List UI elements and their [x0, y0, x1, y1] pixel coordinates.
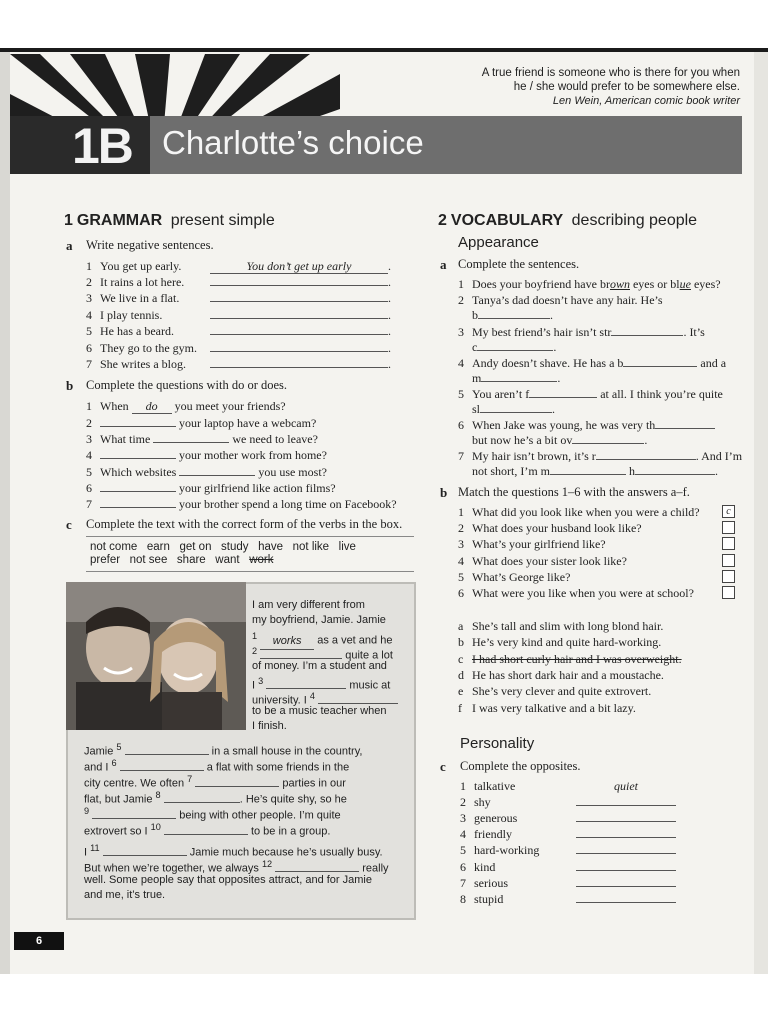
answer-blank[interactable]: [125, 745, 209, 755]
answer-blank[interactable]: [623, 356, 697, 367]
answer-blank[interactable]: [266, 679, 346, 689]
exercise-2a-item: 7 My hair isn’t brown, it’s r . And I’m: [458, 449, 743, 463]
exercise-2b-answer: e She’s very clever and quite extrovert.: [458, 684, 652, 698]
answer-blank[interactable]: [481, 371, 557, 382]
quote-line-1: A true friend is someone who is there for you when: [481, 67, 740, 79]
word-box-line-1: not come earn get on study have not like live: [90, 541, 356, 553]
answer-blank[interactable]: works: [260, 634, 314, 651]
answer-blank[interactable]: [477, 340, 553, 351]
exercise-2c-label: c: [440, 759, 446, 774]
exercise-2a-instruction: Complete the sentences.: [458, 257, 580, 271]
exercise-2a-item: 5 You aren’t f at all. I think you’re quite: [458, 387, 723, 401]
answer-blank[interactable]: [318, 694, 398, 704]
text-line: I am very different from: [252, 599, 365, 611]
exercise-2b-question: 4 What does your sister look like?: [458, 554, 627, 568]
exercise-1b-item: 6 your girlfriend like action films?: [86, 481, 336, 495]
answer-blank[interactable]: [103, 846, 187, 856]
vocabulary-topic: describing people: [571, 212, 698, 229]
answer-blank[interactable]: [596, 449, 696, 460]
answer-blank[interactable]: [611, 325, 683, 336]
answer-blank[interactable]: [550, 464, 626, 475]
exercise-1a-item: 7 She writes a blog. .: [86, 357, 391, 371]
exercise-1a-item: 1 You get up early. You don’t get up early .: [86, 259, 391, 273]
answer-blank[interactable]: [576, 892, 676, 903]
word-box-example-struck: work: [249, 554, 274, 566]
grammar-topic: present simple: [170, 212, 275, 229]
exercise-2c-item: 1 talkative quiet: [460, 779, 676, 793]
exercise-1b-item: 3 What time we need to leave?: [86, 432, 318, 446]
grammar-section-number: 1: [64, 212, 73, 229]
answer-blank[interactable]: [572, 433, 644, 444]
text-line: well. Some people say that opposites attract, and for Jamie: [84, 874, 372, 886]
text-line: university. I $^4$: [252, 689, 398, 709]
exercise-2a-item: 6 When Jake was young, he was very th: [458, 418, 715, 432]
exercise-2a-item-cont: not short, I’m m h .: [472, 464, 718, 478]
exercise-2b-question: 6 What were you like when you were at school?: [458, 586, 694, 600]
answer-blank[interactable]: [210, 341, 388, 352]
answer-blank[interactable]: [576, 811, 676, 822]
word-box-line-2: prefer not see share want work: [90, 554, 274, 566]
answer-blank[interactable]: quiet: [614, 779, 638, 793]
appearance-subheading: Appearance: [458, 234, 539, 251]
text-line: to be a music teacher when: [252, 705, 387, 717]
exercise-1a-item: 2 It rains a lot here. .: [86, 275, 391, 289]
text-line: extrovert so I $^{10}$ to be in a group.: [84, 822, 331, 838]
exercise-2b-label: b: [440, 485, 448, 500]
exercise-2b-question: 5 What’s George like?: [458, 570, 571, 584]
exercise-2a-item-cont: c .: [472, 340, 557, 354]
text-line: I finish.: [252, 720, 287, 732]
exercise-1b-item: 1 When do you meet your friends?: [86, 399, 286, 413]
answer-checkbox[interactable]: [722, 537, 735, 550]
text-line: $^9$ being with other people. I’m quite: [84, 806, 341, 822]
exercise-1b-label: b: [66, 378, 74, 393]
answer-blank[interactable]: [100, 448, 176, 459]
exercise-1b-item: 2 your laptop have a webcam?: [86, 416, 317, 430]
exercise-1b-instruction: Complete the questions with do or does.: [86, 378, 288, 392]
answer-blank[interactable]: [179, 465, 255, 476]
exercise-2b-answer: b He’s very kind and quite hard-working.: [458, 635, 662, 649]
answer-checkbox[interactable]: [722, 570, 735, 583]
exercise-1b-item: 7 your brother spend a long time on Facebook?: [86, 497, 397, 511]
exercise-2a-item-cont: but now he’s a bit ov .: [472, 433, 648, 447]
exercise-2a-item: 1 Does your boyfriend have brown eyes or blue eyes?: [458, 277, 721, 291]
exercise-2b-answer: a She’s tall and slim with long blond hair.: [458, 619, 664, 633]
answer-blank[interactable]: [153, 432, 229, 443]
answer-blank[interactable]: [210, 324, 388, 335]
answer-blank[interactable]: [576, 795, 676, 806]
text-line: city centre. We often $^7$ parties in our: [84, 774, 346, 790]
exercise-1a-item: 3 We live in a flat. .: [86, 291, 391, 305]
exercise-1a-label: a: [66, 238, 73, 253]
scan-right-edge: [754, 52, 768, 974]
unit-number: 1B: [72, 118, 132, 174]
text-line: $^1$ works as a vet and he: [252, 629, 392, 650]
epigraph-quote: [482, 66, 740, 108]
answer-blank[interactable]: [260, 649, 342, 659]
grammar-title: GRAMMAR: [76, 212, 163, 229]
exercise-2b-answer: d He has short dark hair and a moustache.: [458, 668, 664, 682]
answer-blank[interactable]: do: [132, 399, 172, 414]
vocabulary-title: VOCABULARY: [450, 212, 564, 229]
exercise-2a-label: a: [440, 257, 447, 272]
answer-blank[interactable]: [480, 402, 552, 413]
exercise-2a-item-cont: b .: [472, 308, 553, 322]
exercise-2b-question: 3 What’s your girlfriend like?: [458, 537, 606, 551]
exercise-1a-item: 5 He has a beard. .: [86, 324, 391, 338]
exercise-2c-item: 3 generous: [460, 811, 676, 825]
answer-blank[interactable]: [210, 291, 388, 302]
personality-subheading: Personality: [460, 735, 535, 752]
answer-blank[interactable]: [635, 464, 715, 475]
answer-blank[interactable]: [100, 497, 176, 508]
exercise-1c-instruction: Complete the text with the correct form of the verbs in the box.: [86, 517, 403, 531]
exercise-2b-question: 2 What does your husband look like?: [458, 521, 642, 535]
vocabulary-section-number: 2: [438, 212, 447, 229]
exercise-2b-question: 1 What did you look like when you were a child?: [458, 505, 700, 519]
text-line: my boyfriend, Jamie. Jamie: [252, 614, 386, 626]
answer-blank[interactable]: [576, 843, 676, 854]
answer-blank[interactable]: [120, 761, 204, 771]
answer-checkbox[interactable]: [722, 521, 735, 534]
verb-word-box: [86, 536, 414, 572]
text-line: flat, but Jamie $^8$ . He’s quite shy, so he: [84, 790, 347, 806]
exercise-1a-item: 6 They go to the gym. .: [86, 341, 391, 355]
answer-blank[interactable]: [478, 308, 550, 319]
answer-blank[interactable]: You don’t get up early: [210, 259, 388, 274]
text-line: I $^{11}$ Jamie much because he’s usually busy.: [84, 843, 383, 859]
exercise-2c-item: 8 stupid: [460, 892, 676, 906]
page-number: 6: [14, 932, 64, 950]
text-line: and I $^6$ a flat with some friends in the: [84, 758, 350, 774]
exercise-2b-instruction: Match the questions 1–6 with the answers a–f.: [458, 485, 690, 499]
answer-blank[interactable]: [655, 418, 715, 429]
vocabulary-heading: [438, 212, 697, 230]
scan-left-edge: [0, 52, 10, 974]
quote-line-2: he / she would prefer to be somewhere else.: [513, 81, 740, 93]
answer-checkbox[interactable]: [722, 554, 735, 567]
exercise-1b-item: 5 Which websites you use most?: [86, 465, 327, 479]
couple-photo-illustration: [66, 582, 246, 730]
answer-blank[interactable]: [164, 825, 248, 835]
exercise-2a-item: 3 My best friend’s hair isn’t str . It’s: [458, 325, 705, 339]
text-line: and me, it’s true.: [84, 889, 166, 901]
answer-blank[interactable]: [210, 308, 388, 319]
quote-author: Len Wein, American comic book writer: [552, 95, 740, 107]
exercise-2a-item: 4 Andy doesn’t shave. He has a b and a: [458, 356, 727, 370]
answer-blank[interactable]: [576, 827, 676, 838]
exercise-2c-item: 6 kind: [460, 860, 676, 874]
exercise-2b-answer: c I had short curly hair and I was overweight.: [458, 652, 682, 666]
exercise-2a-item-cont: sl .: [472, 402, 556, 416]
text-line: $^2$ quite a lot: [252, 646, 393, 662]
text-line: But when we’re together, we always $^{12}$ really: [84, 859, 389, 875]
answer-blank[interactable]: [195, 777, 279, 787]
exercise-2c-item: 7 serious: [460, 876, 676, 890]
answer-checkbox[interactable]: [722, 586, 735, 599]
answer-blank[interactable]: [275, 862, 359, 872]
answer-blank[interactable]: [576, 860, 676, 871]
exercise-1a-instruction: Write negative sentences.: [86, 238, 214, 252]
text-line: I $^3$ music at: [252, 676, 391, 692]
answer-blank[interactable]: [164, 793, 240, 803]
exercise-2c-instruction: Complete the opposites.: [460, 759, 581, 773]
unit-title: Charlotte’s choice: [162, 124, 424, 161]
couple-photo: [66, 582, 246, 730]
exercise-2c-item: 5 hard-working: [460, 843, 676, 857]
answer-blank[interactable]: [529, 387, 597, 398]
text-line: of money. I’m a student and: [252, 660, 387, 672]
answer-blank[interactable]: [210, 357, 388, 368]
grammar-heading: [64, 212, 275, 230]
exercise-2a-item-cont: m .: [472, 371, 561, 385]
exercise-2b-answer: f I was very talkative and a bit lazy.: [458, 701, 636, 715]
exercise-1c-label: c: [66, 517, 72, 532]
answer-blank[interactable]: [100, 481, 176, 492]
answer-blank[interactable]: [100, 416, 176, 427]
exercise-2a-item: 2 Tanya’s dad doesn’t have any hair. He’s: [458, 293, 663, 307]
text-line: Jamie $^5$ in a small house in the country,: [84, 742, 363, 758]
exercise-1a-item: 4 I play tennis. .: [86, 308, 391, 322]
exercise-2c-item: 2 shy: [460, 795, 676, 809]
exercise-1b-item: 4 your mother work from home?: [86, 448, 327, 462]
answer-blank[interactable]: [210, 275, 388, 286]
exercise-2c-item: 4 friendly: [460, 827, 676, 841]
answer-checkbox[interactable]: c: [722, 505, 735, 518]
answer-blank[interactable]: [92, 809, 176, 819]
answer-blank[interactable]: [576, 876, 676, 887]
